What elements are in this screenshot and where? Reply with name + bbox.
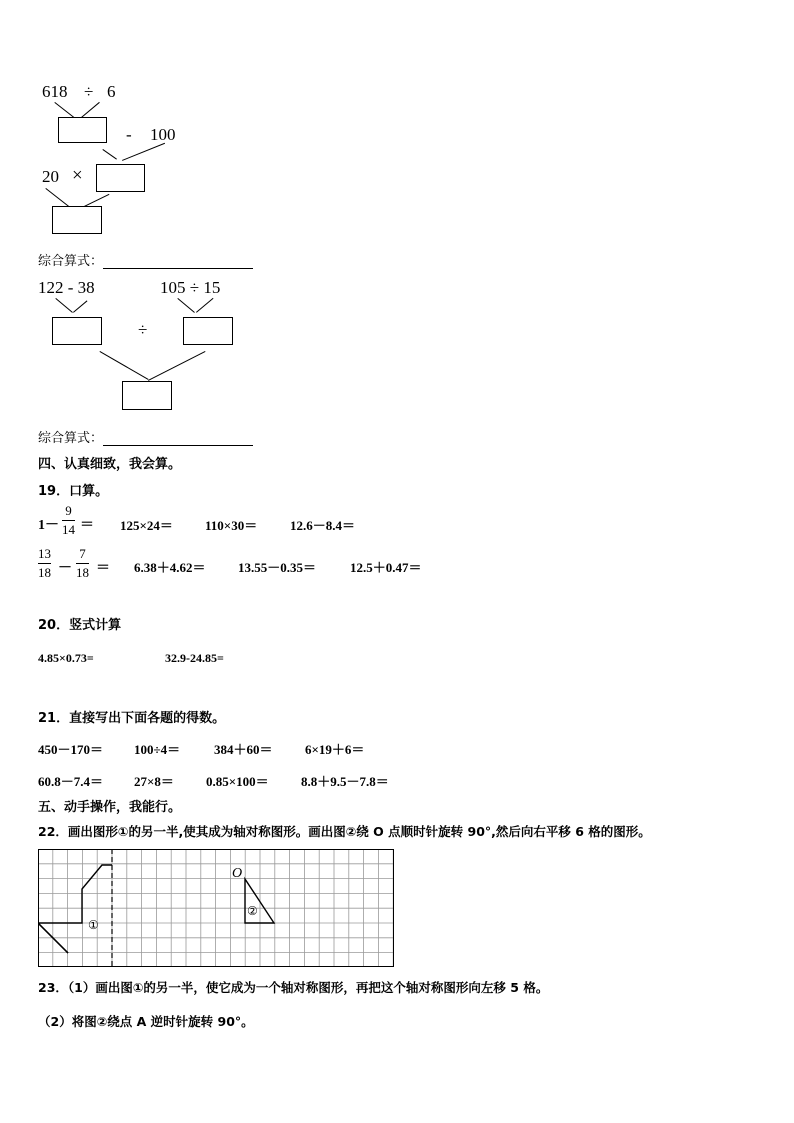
tree1-times-sign: × xyxy=(72,165,83,186)
formula-line-2 xyxy=(38,427,253,446)
section-4-heading: 四、认真细致，我会算。 xyxy=(38,457,182,472)
formula-answer-line[interactable] xyxy=(103,254,253,269)
q23-part2: （2）将图②绕点 A 逆时针旋转 90°。 xyxy=(38,1014,254,1029)
tree1-number-6: 6 xyxy=(107,82,116,101)
q19-calc-item: 6.38＋4.62＝ xyxy=(134,560,206,575)
q19-calc-item: 125×24＝ xyxy=(120,518,173,533)
answer-box[interactable] xyxy=(58,117,107,143)
q19-calc-item: 12.5＋0.47＝ xyxy=(350,560,422,575)
q21-calc-item: 60.8－7.4＝ xyxy=(38,774,104,789)
q21-calc-item: 450－170＝ xyxy=(38,742,104,757)
answer-box[interactable] xyxy=(122,381,172,410)
q21-calc-item: 27×8＝ xyxy=(134,774,174,789)
q21-calc-item: 384＋60＝ xyxy=(214,742,273,757)
answer-box[interactable] xyxy=(183,317,233,345)
fraction-numerator: 13 xyxy=(38,546,51,561)
q21-calc-item: 6×19＋6＝ xyxy=(305,742,365,757)
fraction-denominator: 18 xyxy=(76,565,89,580)
fraction-numerator: 7 xyxy=(79,546,86,561)
tree1-number-20: 20 xyxy=(42,167,59,186)
q19-fraction-7-18 xyxy=(76,547,89,580)
q19-fraction1-equals: ＝ xyxy=(80,518,94,533)
section-5-heading: 五、动手操作，我能行。 xyxy=(38,800,182,815)
formula-answer-line[interactable] xyxy=(103,431,253,446)
shape-2-label: ② xyxy=(247,904,258,918)
q21-title: 21．直接写出下面各题的得数。 xyxy=(38,711,226,726)
shape-1-label: ① xyxy=(88,918,99,932)
q21-calc-item: 0.85×100＝ xyxy=(206,774,269,789)
tree1-number-618: 618 xyxy=(42,82,68,101)
formula-label: 综合算式： xyxy=(38,254,104,269)
rotation-point-o: O xyxy=(232,866,243,881)
tree1-divide-sign: ÷ xyxy=(84,82,94,101)
q19-calc-item: 110×30＝ xyxy=(205,518,258,533)
formula-label: 综合算式： xyxy=(38,431,104,446)
grid-figure[interactable] xyxy=(38,849,394,967)
q19-fraction-minus: － xyxy=(58,561,72,576)
fraction-denominator: 14 xyxy=(62,522,75,537)
q19-calc-item: 13.55－0.35＝ xyxy=(238,560,317,575)
tree2-left-expression: 122 - 38 xyxy=(38,278,95,297)
q19-calc-item: 12.6－8.4＝ xyxy=(290,518,356,533)
q20-title: 20．竖式计算 xyxy=(38,618,122,633)
answer-box[interactable] xyxy=(52,206,102,234)
q21-calc-item: 100÷4＝ xyxy=(134,742,181,757)
q19-title: 19．口算。 xyxy=(38,484,109,499)
tree1-number-100: 100 xyxy=(150,125,176,144)
q23-part1: 23．（1）画出图①的另一半，使它成为一个轴对称图形，再把这个轴对称图形向左移 5 格。 xyxy=(38,980,549,995)
tree2-right-expression: 105 ÷ 15 xyxy=(160,278,221,297)
q19-fraction2-equals: ＝ xyxy=(96,561,110,576)
q20-calc-item: 4.85×0.73= xyxy=(38,651,94,665)
formula-line-1 xyxy=(38,250,253,269)
fraction-numerator: 9 xyxy=(65,503,72,518)
q20-calc-item: 32.9-24.85= xyxy=(165,651,224,665)
q22-title: 22．画出图形①的另一半,使其成为轴对称图形。画出图②绕 O 点顺时针旋转 90°,然后向右平移 6 格的图形。 xyxy=(38,824,651,839)
q19-fraction-9-14 xyxy=(62,504,75,537)
q19-fraction1-prefix: 1－ xyxy=(38,518,59,533)
q21-calc-item: 8.8＋9.5－7.8＝ xyxy=(301,774,389,789)
answer-box[interactable] xyxy=(96,164,145,192)
tree1-minus-sign: - xyxy=(126,125,132,144)
fraction-denominator: 18 xyxy=(38,565,51,580)
tree2-divide-sign: ÷ xyxy=(138,320,148,339)
answer-box[interactable] xyxy=(52,317,102,345)
q19-fraction-13-18 xyxy=(38,547,51,580)
